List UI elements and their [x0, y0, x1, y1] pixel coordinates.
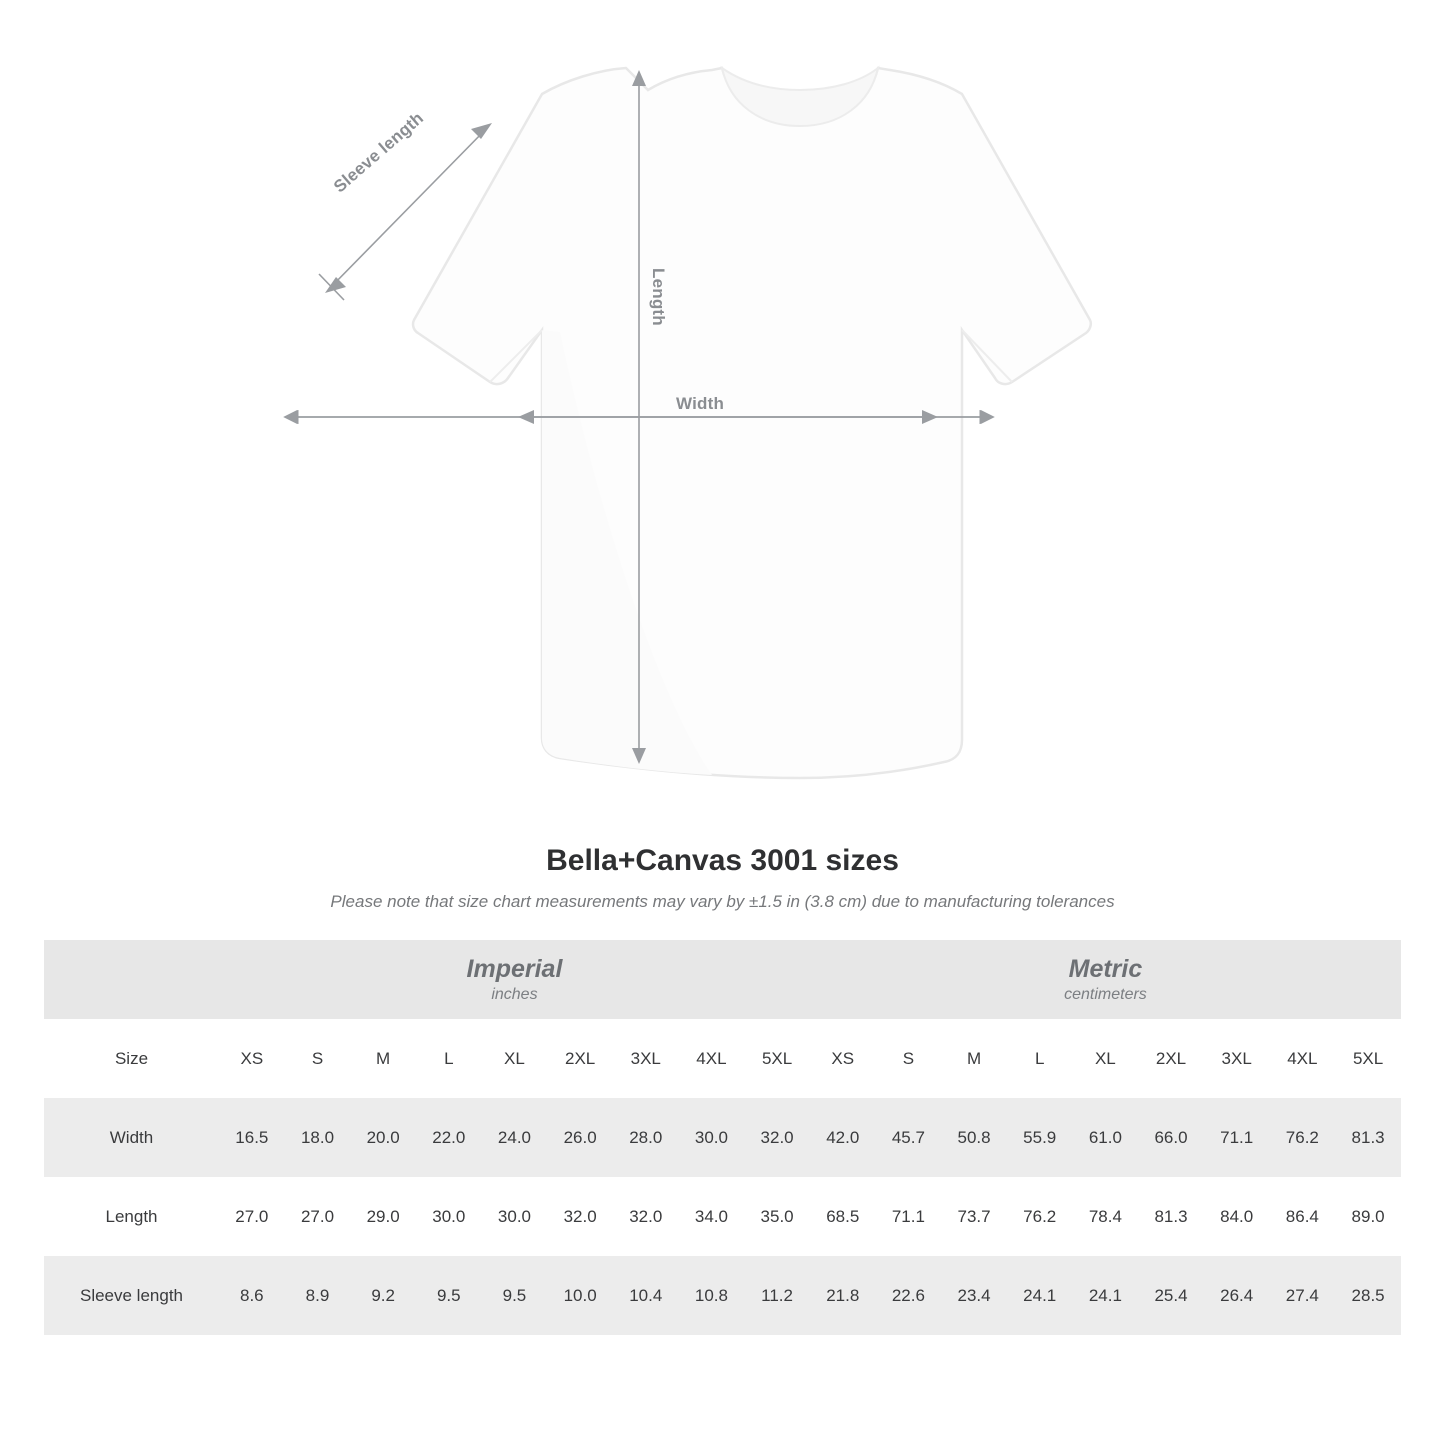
cell-width-met-2xl: 66.0 [1138, 1098, 1204, 1177]
cell-width-met-m: 50.8 [941, 1098, 1007, 1177]
cell-sleeve-met-m: 23.4 [941, 1256, 1007, 1335]
width-label: Width [676, 394, 725, 413]
cell-length-imp-3xl: 32.0 [613, 1177, 679, 1256]
imperial-system-label: Imperial [466, 954, 563, 983]
cell-sleeve-imp-3xl: 10.4 [613, 1256, 679, 1335]
cell-length-met-5xl: 89.0 [1335, 1177, 1401, 1256]
cell-width-imp-m: 20.0 [350, 1098, 416, 1177]
size-col-imp-5xl: 5XL [744, 1019, 810, 1098]
metric-system-label: Metric [1068, 954, 1143, 983]
cell-width-imp-3xl: 28.0 [613, 1098, 679, 1177]
cell-sleeve-imp-l: 9.5 [416, 1256, 482, 1335]
size-col-met-3xl: 3XL [1204, 1019, 1270, 1098]
cell-width-imp-l: 22.0 [416, 1098, 482, 1177]
size-col-met-m: M [941, 1019, 1007, 1098]
row-label-length: Length [44, 1177, 219, 1256]
cell-length-met-xl: 78.4 [1073, 1177, 1139, 1256]
cell-sleeve-met-5xl: 28.5 [1335, 1256, 1401, 1335]
sleeve-length-label: Sleeve length [330, 108, 428, 197]
cell-length-met-l: 76.2 [1007, 1177, 1073, 1256]
unit-group-metric [810, 940, 1401, 1019]
cell-width-met-3xl: 71.1 [1204, 1098, 1270, 1177]
table-row [44, 1256, 1401, 1335]
cell-width-imp-s: 18.0 [285, 1098, 351, 1177]
size-row-header: Size [44, 1019, 219, 1098]
cell-width-met-xl: 61.0 [1073, 1098, 1139, 1177]
size-col-met-l: L [1007, 1019, 1073, 1098]
cell-width-imp-2xl: 26.0 [547, 1098, 613, 1177]
size-col-met-5xl: 5XL [1335, 1019, 1401, 1098]
unit-band-row [44, 940, 1401, 1019]
cell-length-met-2xl: 81.3 [1138, 1177, 1204, 1256]
cell-sleeve-imp-m: 9.2 [350, 1256, 416, 1335]
size-col-imp-xl: XL [482, 1019, 548, 1098]
cell-length-imp-xl: 30.0 [482, 1177, 548, 1256]
size-col-imp-l: L [416, 1019, 482, 1098]
length-label: Length [649, 268, 668, 326]
cell-width-met-4xl: 76.2 [1270, 1098, 1336, 1177]
size-col-met-s: S [876, 1019, 942, 1098]
unit-band-spacer [44, 940, 219, 1019]
cell-length-met-xs: 68.5 [810, 1177, 876, 1256]
cell-width-imp-5xl: 32.0 [744, 1098, 810, 1177]
cell-sleeve-met-3xl: 26.4 [1204, 1256, 1270, 1335]
size-col-imp-s: S [285, 1019, 351, 1098]
cell-length-imp-s: 27.0 [285, 1177, 351, 1256]
metric-unit-label: centimeters [1064, 986, 1147, 1004]
unit-group-imperial [219, 940, 810, 1019]
row-label-width: Width [44, 1098, 219, 1177]
tolerance-note: Please note that size chart measurements may vary by ±1.5 in (3.8 cm) due to manufacturing tolerances [330, 892, 1115, 911]
cell-length-met-m: 73.7 [941, 1177, 1007, 1256]
cell-length-met-3xl: 84.0 [1204, 1177, 1270, 1256]
table-header-row [44, 1019, 1401, 1098]
cell-length-imp-4xl: 34.0 [679, 1177, 745, 1256]
size-col-met-xs: XS [810, 1019, 876, 1098]
size-col-met-xl: XL [1073, 1019, 1139, 1098]
cell-sleeve-met-2xl: 25.4 [1138, 1256, 1204, 1335]
size-table-wrapper [44, 940, 1401, 1335]
cell-sleeve-imp-5xl: 11.2 [744, 1256, 810, 1335]
cell-sleeve-met-l: 24.1 [1007, 1256, 1073, 1335]
cell-sleeve-imp-xl: 9.5 [482, 1256, 548, 1335]
cell-width-met-5xl: 81.3 [1335, 1098, 1401, 1177]
size-table [44, 940, 1401, 1335]
imperial-unit-label: inches [491, 986, 538, 1004]
size-col-imp-2xl: 2XL [547, 1019, 613, 1098]
cell-width-imp-4xl: 30.0 [679, 1098, 745, 1177]
cell-width-imp-xl: 24.0 [482, 1098, 548, 1177]
page-title: Bella+Canvas 3001 sizes [546, 844, 899, 877]
cell-width-met-l: 55.9 [1007, 1098, 1073, 1177]
cell-sleeve-imp-s: 8.9 [285, 1256, 351, 1335]
size-col-met-4xl: 4XL [1270, 1019, 1336, 1098]
cell-width-imp-xs: 16.5 [219, 1098, 285, 1177]
cell-sleeve-met-xl: 24.1 [1073, 1256, 1139, 1335]
cell-length-met-4xl: 86.4 [1270, 1177, 1336, 1256]
size-col-imp-4xl: 4XL [679, 1019, 745, 1098]
chart-header [0, 844, 1445, 912]
cell-sleeve-imp-4xl: 10.8 [679, 1256, 745, 1335]
table-row [44, 1177, 1401, 1256]
size-col-imp-3xl: 3XL [613, 1019, 679, 1098]
cell-length-imp-xs: 27.0 [219, 1177, 285, 1256]
cell-sleeve-met-4xl: 27.4 [1270, 1256, 1336, 1335]
cell-length-imp-2xl: 32.0 [547, 1177, 613, 1256]
cell-length-met-s: 71.1 [876, 1177, 942, 1256]
table-row [44, 1098, 1401, 1177]
cell-length-imp-l: 30.0 [416, 1177, 482, 1256]
cell-width-met-s: 45.7 [876, 1098, 942, 1177]
cell-length-imp-m: 29.0 [350, 1177, 416, 1256]
cell-width-met-xs: 42.0 [810, 1098, 876, 1177]
cell-sleeve-imp-2xl: 10.0 [547, 1256, 613, 1335]
size-col-imp-m: M [350, 1019, 416, 1098]
size-col-met-2xl: 2XL [1138, 1019, 1204, 1098]
cell-sleeve-imp-xs: 8.6 [219, 1256, 285, 1335]
cell-sleeve-met-s: 22.6 [876, 1256, 942, 1335]
row-label-sleeve-length: Sleeve length [44, 1256, 219, 1335]
cell-sleeve-met-xs: 21.8 [810, 1256, 876, 1335]
cell-length-imp-5xl: 35.0 [744, 1177, 810, 1256]
size-col-imp-xs: XS [219, 1019, 285, 1098]
